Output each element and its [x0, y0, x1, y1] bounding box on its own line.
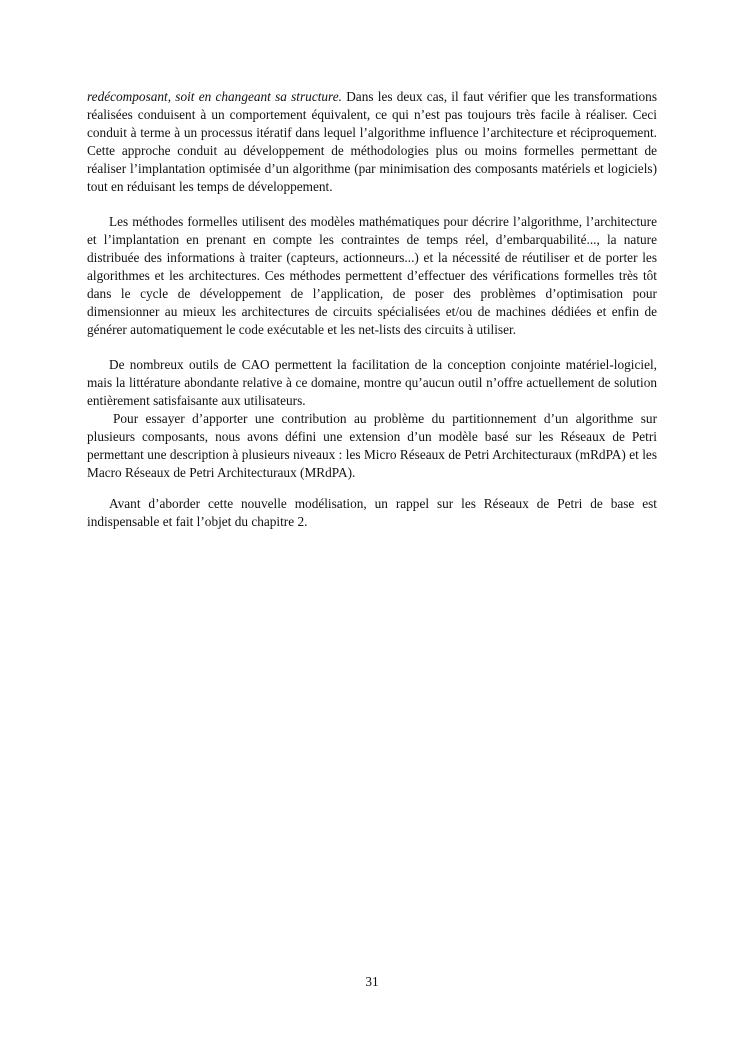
paragraph-1-text: Dans les deux cas, il faut vérifier que les transformations réalisées conduisent à un comportement équivalent, ce qui n’est pas toujours très facile à réaliser. Ceci conduit à terme à un processus itératif dans lequel l’algorithme influence l’architecture et réciproquement. Cette approche conduit au développement de méthodologies plus ou moins formelles permettant de réaliser l’implantation optimisée d’un algorithme (par minimisation des composants matériels et logiciels) tout en réduisant les temps de développement. [87, 89, 658, 194]
paragraph-3: De nombreux outils de CAO permettent la facilitation de la conception conjointe matériel-logiciel, mais la littérature abondante relative à ce domaine, montre qu’aucun outil n’offre actuellement de solution entièrement satisfaisante aux utilisateurs. [87, 357, 657, 408]
page-body [87, 88, 657, 531]
paragraph-4: Pour essayer d’apporter une contribution au problème du partitionnement d’un algorithme sur plusieurs composants, nous avons défini une extension d’un modèle basé sur les Réseaux de Petri permettant une description à plusieurs niveaux : les Micro Réseaux de Petri Architecturaux (mRdPA) et les Macro Réseaux de Petri Architecturaux (MRdPA). [87, 411, 657, 480]
paragraph-2: Les méthodes formelles utilisent des modèles mathématiques pour décrire l’algorithme, l’architecture et l’implantation en prenant en compte les contraintes de temps réel, d’embarquabilité..., la nature distribuée des informations à traiter (capteurs, actionneurs...) et la nécessité de réutiliser et de porter les algorithmes et les architectures. Ces méthodes permettent d’effectuer des vérifications formelles très tôt dans le cycle de développement de l’application, de poser des problèmes d’optimisation pour dimensionner au mieux les architectures de circuits spécialisées et/ou de machines dédiées et enfin de générer automatiquement le code exécutable et les net-lists des circuits à utiliser. [87, 214, 657, 337]
paragraph-1 [87, 88, 657, 196]
page-number: 31 [365, 974, 379, 989]
paragraph-1-italic-lead: redécomposant, soit en changeant sa structure. [87, 89, 342, 104]
paragraph-5: Avant d’aborder cette nouvelle modélisation, un rappel sur les Réseaux de Petri de base est indispensable et fait l’objet du chapitre 2. [87, 496, 657, 529]
